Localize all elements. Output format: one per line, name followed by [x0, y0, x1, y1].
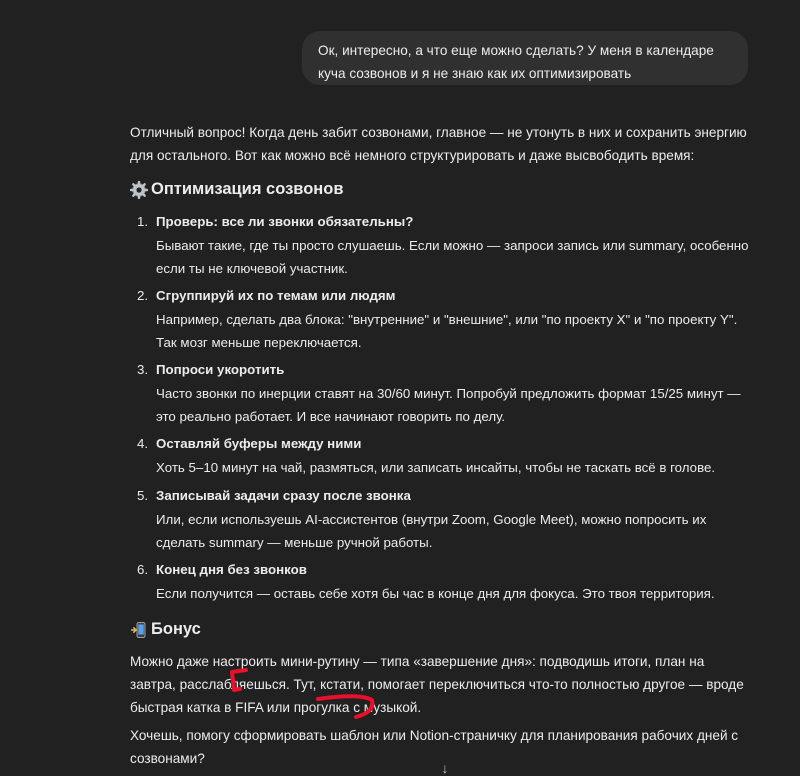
follow-up-question: Хочешь, помогу сформировать шаблон или Notion-страничку для планирования рабочих дней с созвонами? [130, 728, 739, 766]
bonus-paragraph: Можно даже настроить мини-рутину — типа «завершение дня»: подводишь итоги, план на завтра, расслабляешься. Тут, кстати, помогает переключиться что-то полностью другое — вроде быстрая катка в FIFA или прогулка с музыкой. [130, 654, 744, 715]
section-heading-text: Бонус [151, 620, 201, 638]
list-item-title: Попроси укоротить [156, 362, 285, 377]
list-item-description: Если получится — оставь себе хотя бы час в конце дня для фокуса. Это твоя территория. [156, 585, 715, 601]
list-item-number: 1. [137, 214, 149, 229]
list-item-title: Сгруппируй их по темам или людям [156, 288, 396, 303]
list-item-number: 2. [137, 288, 149, 303]
list-item-title: Проверь: все ли звонки обязательны? [156, 214, 414, 229]
arrow-down-icon: ↓ [441, 760, 449, 776]
list-item-description: Хоть 5–10 минут на чай, размяться, или записать инсайты, чтобы не таскать всё в голове. [156, 459, 716, 475]
list-item-description: Бывают такие, где ты просто слушаешь. Если можно — запроси запись или summary, особенно если ты не ключевой участник. [156, 237, 749, 276]
assistant-intro: Отличный вопрос! Когда день забит созвонами, главное — не утонуть в них и сохранить энергию для остального. Вот как можно всё немного структурировать и даже высвободить время: [130, 125, 747, 163]
section-heading-bonus [130, 620, 201, 639]
list-item-title: Конец дня без звонков [156, 562, 307, 577]
list-item-description: Часто звонки по инерции ставят на 30/60 минут. Попробуй предложить формат 15/25 минут — это реально работает. И все начинают говорить по делу. [156, 385, 741, 424]
list-item-number: 4. [137, 436, 149, 451]
user-message-bubble [302, 31, 748, 85]
section-heading-text: Оптимизация созвонов [151, 180, 344, 198]
list-item-number: 3. [137, 362, 149, 377]
section-heading-optimization [130, 180, 343, 199]
list-item-number: 6. [137, 562, 149, 577]
list-item-number: 5. [137, 488, 149, 503]
mobile-phone-icon [130, 621, 148, 639]
list-item-title: Оставляй буферы между ними [156, 436, 362, 451]
list-item-description: Или, если используешь AI-ассистентов (внутри Zoom, Google Meet), можно попросить их сделать summary — меньше ручной работы. [156, 511, 707, 550]
gear-icon [130, 181, 148, 199]
list-item-title: Записывай задачи сразу после звонка [156, 488, 411, 503]
list-item-description: Например, сделать два блока: "внутренние" и "внешние", или "по проекту X" и "по проекту Y". Так мозг меньше переключается. [156, 311, 738, 350]
user-message-text: Ок, интересно, а что еще можно сделать? У меня в календаре куча созвонов и я не знаю как их оптимизировать [318, 43, 714, 81]
